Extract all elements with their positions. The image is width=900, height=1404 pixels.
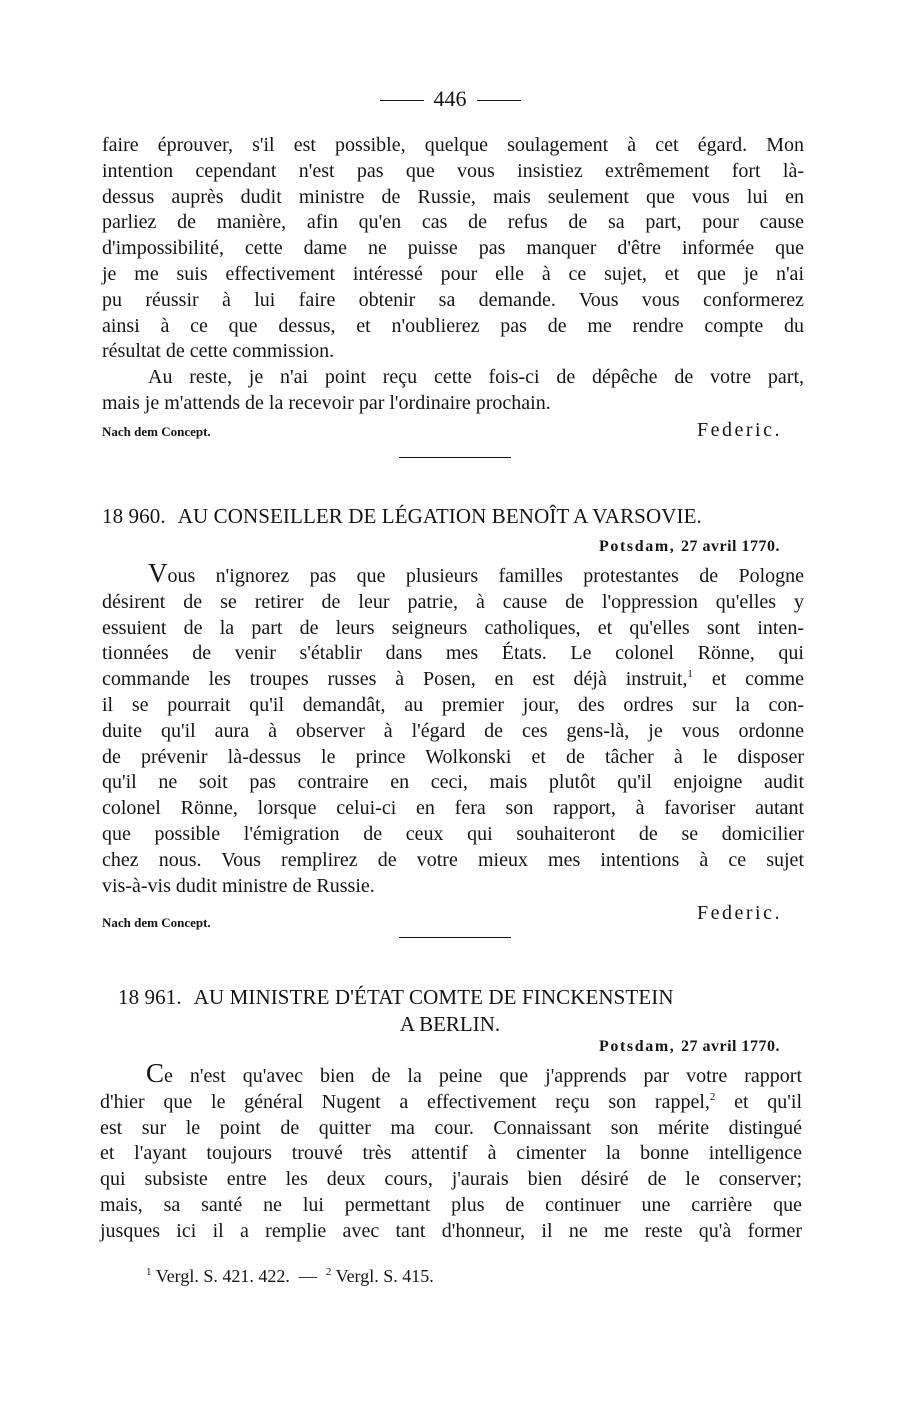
text-line: Ce n'est qu'avec bien de la peine que j'apprends par votre rapport [146, 1058, 802, 1088]
date: 27 avril 1770. [681, 1038, 780, 1055]
initial-letter: V [148, 558, 168, 588]
footnote-marker: 2 [709, 1090, 716, 1103]
text-line: Vous n'ignorez pas que plusieurs familles protestantes de Pologne [148, 558, 804, 588]
text-line: faire éprouver, s'il est possible, quelque soulagement à cet égard. Mon [102, 134, 804, 156]
page-header [0, 86, 900, 112]
header-dash-left [380, 100, 424, 101]
text-line: ainsi à ce que dessus, et n'oublierez pas de me rendre compte du [102, 314, 804, 337]
text-line: colonel Rönne, lorsque celui-ci en fera son rapport, à favoriser autant [102, 797, 804, 820]
date: 27 avril 1770. [681, 538, 780, 555]
initial-letter: C [146, 1058, 165, 1088]
text-line: intention cependant n'est pas que vous insistiez extrêmement fort là- [102, 159, 804, 182]
text-line: qu'il ne soit pas contraire en ceci, mais plutôt qu'il enjoigne audit [102, 771, 804, 794]
source-note: Nach dem Concept. [102, 915, 211, 930]
text-line: il se pourrait qu'il demandât, au premier jour, des ordres sur la con- [102, 693, 804, 716]
letter-body [102, 558, 804, 899]
page-number: 446 [433, 86, 467, 111]
text-line: et l'ayant toujours trouvé très attentif à cimenter la bonne intelligence [100, 1142, 802, 1165]
text-line: duite qu'il aura à observer à l'égard de ces gens-là, je vous ordonne [102, 719, 804, 742]
footnote-text: Vergl. S. 415. [335, 1266, 434, 1286]
text-line: jusques ici il a remplie avec tant d'honneur, il ne me reste qu'à former [100, 1219, 802, 1242]
text-line: d'hier que le général Nugent a effectivement reçu son rappel,$^2$ et qu'il [100, 1090, 803, 1113]
place: Potsdam, [599, 538, 676, 555]
place: Potsdam, [599, 1038, 676, 1055]
text-line: chez nous. Vous remplirez de votre mieux mes intentions à ce sujet [102, 848, 804, 871]
letter-heading-line2: A BERLIN. [399, 1012, 501, 1036]
footnote-marker: 2 [325, 1266, 332, 1278]
letter-title: AU MINISTRE D'ÉTAT COMTE DE FINCKENSTEIN [193, 985, 674, 1009]
footnote-separator: — [298, 1266, 317, 1286]
text-line: que possible l'émigration de ceux qui souhaiteront de se domicilier [102, 822, 804, 845]
continuation-paragraph [102, 133, 804, 417]
text-line: pu réussir à lui faire obtenir sa demande. Vous vous conformerez [102, 288, 804, 311]
letter-heading [118, 985, 820, 1010]
text-line: Au reste, je n'ai point reçu cette fois-ci de dépêche de votre part, [148, 366, 804, 389]
signature: Federic. [697, 419, 782, 441]
letter-heading [102, 504, 804, 529]
text-line: résultat de cette commission. [102, 340, 335, 363]
letter-closing [102, 902, 782, 930]
footnotes [146, 1266, 434, 1287]
header-dash-right [477, 100, 521, 101]
signature: Federic. [697, 902, 782, 924]
text-line: de prévenir là-dessus le prince Wolkonski et de tâcher à le disposer [102, 745, 804, 768]
text-line: tionnées de venir s'établir dans mes États. Le colonel Rönne, qui [102, 642, 804, 665]
text-line: qui subsiste entre les deux cours, j'aurais bien désiré de le conserver; [100, 1168, 802, 1191]
footnote-marker: 1 [687, 668, 693, 681]
section-divider [399, 937, 511, 938]
source-note: Nach dem Concept. [102, 424, 211, 439]
section-divider [399, 457, 511, 458]
continuation-closing [102, 419, 782, 442]
text-line: vis-à-vis dudit ministre de Russie. [102, 874, 375, 897]
dateline [599, 538, 780, 556]
text-line: mais je m'attends de la recevoir par l'ordinaire prochain. [102, 391, 551, 414]
letter-body [100, 1058, 803, 1245]
text-line: commande les troupes russes à Posen, en est déjà instruit,$^1$ et comme [102, 668, 804, 691]
text-line: est sur le point de quitter ma cour. Connaissant son mérite distingué [100, 1116, 802, 1139]
text-line: désirent de se retirer de leur patrie, à cause de l'oppression qu'elles y [102, 590, 804, 613]
text-line: mais, sa santé ne lui permettant plus de continuer une carrière que [100, 1193, 802, 1216]
text-line: je me suis effectivement intéressé pour elle à ce sujet, et que je n'ai [102, 262, 804, 285]
letter-number: 18 961. [118, 985, 182, 1009]
text-line: essuient de la part de leurs seigneurs catholiques, et qu'elles sont inten- [102, 616, 804, 639]
dateline [599, 1038, 780, 1056]
text-line: dessus auprès dudit ministre de Russie, mais seulement que vous lui en [102, 185, 804, 208]
footnote-marker: 1 [146, 1266, 152, 1278]
footnote-text: Vergl. S. 421. 422. [155, 1266, 290, 1286]
letter-title: AU CONSEILLER DE LÉGATION BENOÎT A VARSOVIE. [177, 504, 702, 528]
text-line: d'impossibilité, cette dame ne puisse pas manquer d'être informée que [102, 237, 804, 260]
text-line: parliez de manière, afin qu'en cas de refus de sa part, pour cause [102, 211, 804, 234]
letter-number: 18 960. [102, 504, 166, 528]
